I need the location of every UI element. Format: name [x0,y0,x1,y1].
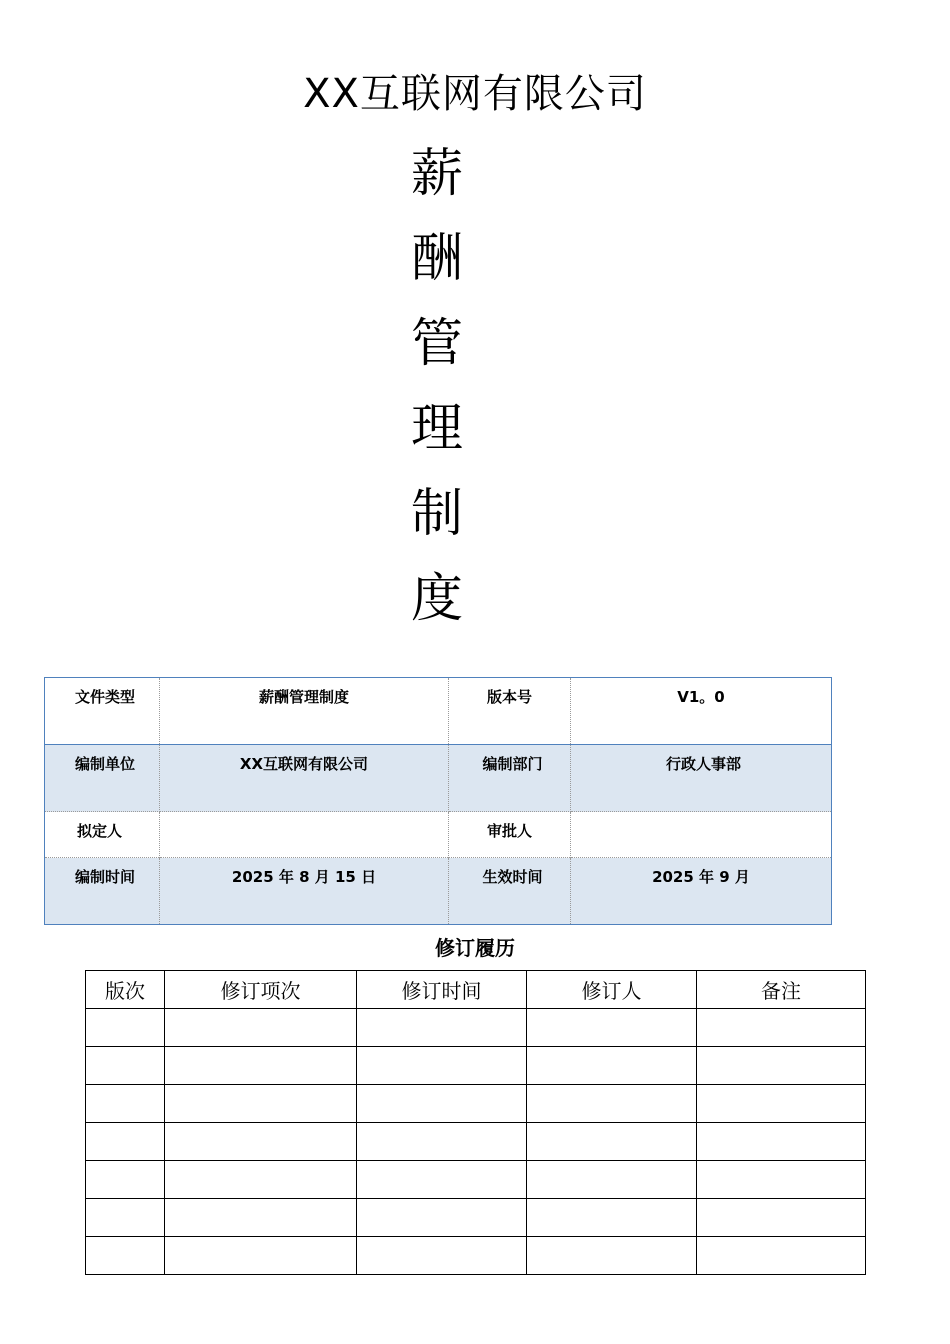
revision-history-table [85,970,866,1275]
cell [165,1161,357,1199]
cell [165,1199,357,1237]
effective-time-label: 生效时间 [449,858,571,925]
cell [697,1047,866,1085]
title-char: 薪 [410,144,463,204]
table-row [86,1085,866,1123]
table-row [86,1199,866,1237]
cell [697,1009,866,1047]
doc-type-value: 薪酬管理制度 [160,678,449,745]
approver-value [571,812,832,858]
revision-history-title: 修订履历 [435,936,515,960]
dept-label: 编制部门 [449,745,571,812]
info-row [45,858,832,925]
title-char: 制 [410,484,463,544]
cell [357,1199,527,1237]
drafter-value [160,812,449,858]
table-row [86,1161,866,1199]
title-char: 管 [410,314,463,374]
title-char: 理 [410,399,463,459]
header-time: 修订时间 [357,971,527,1009]
header-version: 版次 [86,971,165,1009]
cell [527,1199,697,1237]
doc-type-label: 文件类型 [45,678,160,745]
cell [86,1009,165,1047]
effective-time-value: 2025 年 9 月 [571,858,832,925]
document-title [385,138,489,648]
version-label: 版本号 [449,678,571,745]
cell [527,1123,697,1161]
info-row [45,812,832,858]
table-row [86,1047,866,1085]
cell [697,1123,866,1161]
cell [697,1161,866,1199]
cell [86,1123,165,1161]
cell [86,1085,165,1123]
revision-header-row [86,971,866,1009]
drafter-label: 拟定人 [45,812,160,858]
version-value: V1。0 [571,678,832,745]
header-reviser: 修订人 [527,971,697,1009]
table-row [86,1123,866,1161]
cell [527,1085,697,1123]
cell [357,1123,527,1161]
company-name: XX互联网有限公司 [303,71,647,117]
cell [527,1047,697,1085]
cell [357,1161,527,1199]
cell [357,1047,527,1085]
cell [86,1237,165,1275]
cell [165,1047,357,1085]
cell [357,1009,527,1047]
header-item: 修订项次 [165,971,357,1009]
compile-time-value: 2025 年 8 月 15 日 [160,858,449,925]
cell [697,1237,866,1275]
info-row [45,678,832,745]
cell [86,1047,165,1085]
unit-label: 编制单位 [45,745,160,812]
cell [86,1199,165,1237]
cell [357,1237,527,1275]
cell [165,1123,357,1161]
title-char: 度 [410,569,463,629]
cell [527,1161,697,1199]
dept-value: 行政人事部 [571,745,832,812]
compile-time-label: 编制时间 [45,858,160,925]
header-remark: 备注 [697,971,866,1009]
document-info-table [44,677,832,925]
info-row [45,745,832,812]
table-row [86,1009,866,1047]
cell [86,1161,165,1199]
title-char: 酬 [410,229,463,289]
cell [357,1085,527,1123]
cell [165,1085,357,1123]
cell [697,1085,866,1123]
cell [165,1237,357,1275]
approver-label: 审批人 [449,812,571,858]
cell [165,1009,357,1047]
cell [527,1237,697,1275]
table-row [86,1237,866,1275]
cell [697,1199,866,1237]
unit-value: XX互联网有限公司 [160,745,449,812]
cell [527,1009,697,1047]
